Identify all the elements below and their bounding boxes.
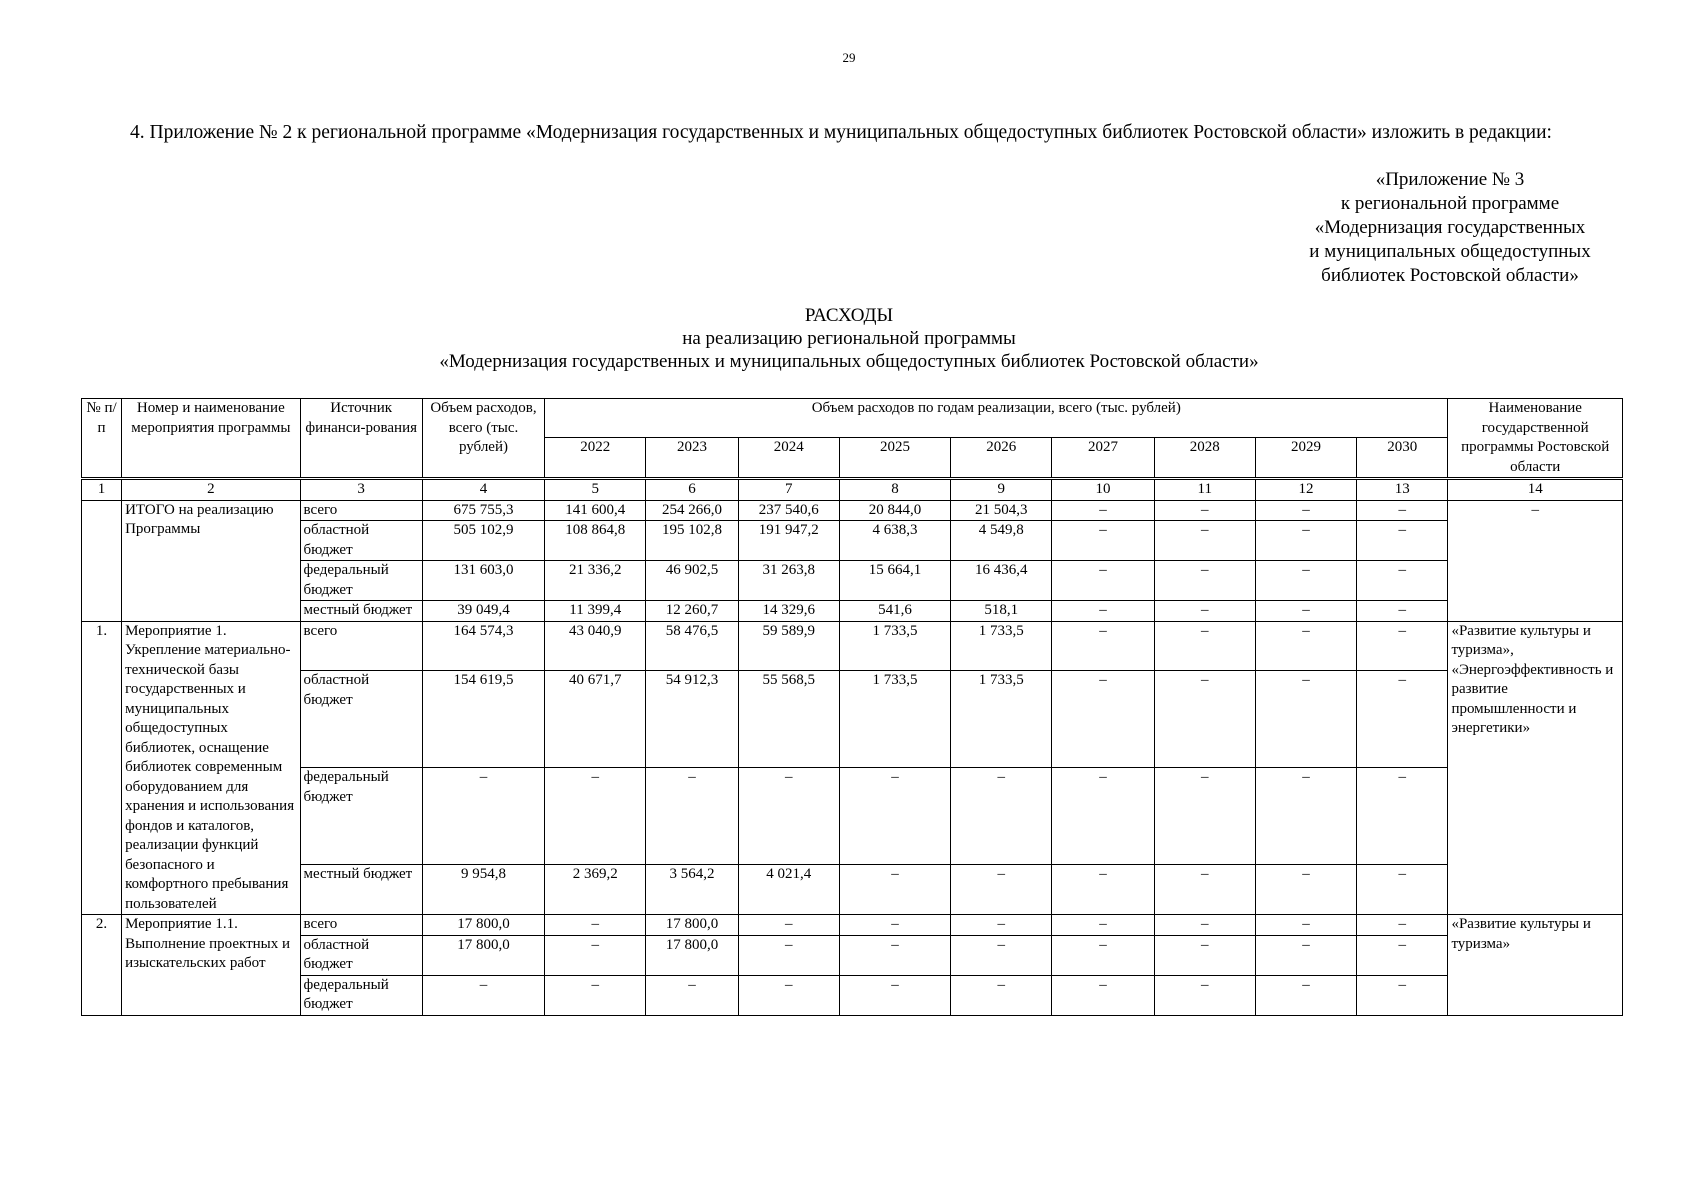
column-number: 12 xyxy=(1255,479,1356,501)
funding-source: областной бюджет xyxy=(300,671,422,768)
year-value: – xyxy=(1154,601,1255,622)
year-value: 21 504,3 xyxy=(951,500,1052,521)
year-value: – xyxy=(1154,915,1255,936)
year-value: 1 733,5 xyxy=(951,671,1052,768)
year-value: – xyxy=(1255,601,1356,622)
table-row xyxy=(82,621,1623,671)
year-value: 4 549,8 xyxy=(951,521,1052,561)
header-years-group: Объем расходов по годам реализации, всего (тыс. рублей) xyxy=(545,399,1448,438)
year-value: – xyxy=(1255,671,1356,768)
year-value: – xyxy=(1052,601,1154,622)
year-value: – xyxy=(1255,561,1356,601)
program-name: «Развитие культуры и туризма» xyxy=(1448,915,1623,1016)
year-value: – xyxy=(1357,671,1448,768)
year-value: 1 733,5 xyxy=(839,621,950,671)
funding-source: местный бюджет xyxy=(300,601,422,622)
header-year: 2027 xyxy=(1052,438,1154,479)
appendix-line: «Приложение № 3 xyxy=(1375,169,1525,190)
year-value: – xyxy=(738,935,839,975)
document-heading xyxy=(0,304,1698,373)
year-value: – xyxy=(1357,975,1448,1015)
table-body xyxy=(82,500,1623,1015)
year-value: – xyxy=(839,975,950,1015)
year-value: 4 021,4 xyxy=(738,865,839,915)
header-year: 2030 xyxy=(1357,438,1448,479)
year-value: – xyxy=(951,935,1052,975)
year-value: – xyxy=(646,975,738,1015)
total-value: 9 954,8 xyxy=(422,865,544,915)
year-value: – xyxy=(1255,935,1356,975)
page-number: 29 xyxy=(842,50,856,65)
year-value: 11 399,4 xyxy=(545,601,646,622)
header-year: 2029 xyxy=(1255,438,1356,479)
column-number: 13 xyxy=(1357,479,1448,501)
year-value: – xyxy=(1154,621,1255,671)
heading-program-name: «Модернизация государственных и муниципальных общедоступных библиотек Ростовской области» xyxy=(439,351,1259,372)
funding-source: федеральный бюджет xyxy=(300,561,422,601)
table-row xyxy=(82,915,1623,936)
year-value: 17 800,0 xyxy=(646,915,738,936)
year-value: 54 912,3 xyxy=(646,671,738,768)
year-value: – xyxy=(1357,865,1448,915)
table-row xyxy=(82,865,1623,915)
column-number: 2 xyxy=(122,479,300,501)
year-value: – xyxy=(1154,865,1255,915)
year-value: 141 600,4 xyxy=(545,500,646,521)
year-value: – xyxy=(1154,671,1255,768)
year-value: – xyxy=(738,768,839,865)
column-number: 6 xyxy=(646,479,738,501)
header-year: 2023 xyxy=(646,438,738,479)
year-value: 55 568,5 xyxy=(738,671,839,768)
row-number xyxy=(82,500,122,621)
year-value: – xyxy=(1255,500,1356,521)
header-name: Номер и наименование мероприятия программы xyxy=(122,399,300,479)
year-value: 254 266,0 xyxy=(646,500,738,521)
table-row xyxy=(82,975,1623,1015)
year-value: 31 263,8 xyxy=(738,561,839,601)
year-value: 1 733,5 xyxy=(839,671,950,768)
year-value: 20 844,0 xyxy=(839,500,950,521)
program-name: – xyxy=(1448,500,1623,621)
header-num: № п/п xyxy=(82,399,122,479)
column-number: 11 xyxy=(1154,479,1255,501)
year-value: – xyxy=(1052,768,1154,865)
year-value: – xyxy=(1052,561,1154,601)
column-number: 14 xyxy=(1448,479,1623,501)
year-value: – xyxy=(1154,975,1255,1015)
appendix-line: «Модернизация государственных xyxy=(1314,217,1586,238)
table-row xyxy=(82,561,1623,601)
measure-name: Мероприятие 1.1. Выполнение проектных и изыскательских работ xyxy=(122,915,300,1016)
total-value: 154 619,5 xyxy=(422,671,544,768)
row-number: 1. xyxy=(82,621,122,915)
heading-subtitle: на реализацию региональной программы xyxy=(682,328,1016,349)
year-value: – xyxy=(1357,768,1448,865)
year-value: – xyxy=(951,975,1052,1015)
total-value: 17 800,0 xyxy=(422,915,544,936)
total-value: 17 800,0 xyxy=(422,935,544,975)
year-value: – xyxy=(1052,935,1154,975)
funding-source: всего xyxy=(300,500,422,521)
year-value: – xyxy=(839,865,950,915)
year-value: – xyxy=(545,975,646,1015)
year-value: – xyxy=(545,935,646,975)
year-value: 191 947,2 xyxy=(738,521,839,561)
table-row xyxy=(82,671,1623,768)
year-value: – xyxy=(1052,621,1154,671)
measure-name: Мероприятие 1. Укрепление материально-технической базы государственных и муниципальных общедоступных библиотек, оснащение библиотек современным оборудованием для хранения и использования фондов и каталогов, реализации функций безопасного и комфортного пребывания пользователей xyxy=(122,621,300,915)
column-number: 7 xyxy=(738,479,839,501)
year-value: – xyxy=(1357,915,1448,936)
funding-source: областной бюджет xyxy=(300,935,422,975)
year-value: – xyxy=(1052,915,1154,936)
year-value: 14 329,6 xyxy=(738,601,839,622)
program-name: «Развитие культуры и туризма», «Энергоэффективность и развитие промышленности и энергетики» xyxy=(1448,621,1623,915)
header-year: 2026 xyxy=(951,438,1052,479)
year-value: 17 800,0 xyxy=(646,935,738,975)
funding-source: всего xyxy=(300,621,422,671)
year-value: 15 664,1 xyxy=(839,561,950,601)
year-value: 12 260,7 xyxy=(646,601,738,622)
year-value: – xyxy=(1357,621,1448,671)
header-program: Наименование государственной программы Ростовской области xyxy=(1448,399,1623,479)
year-value: – xyxy=(1255,768,1356,865)
year-value: – xyxy=(1357,561,1448,601)
year-value: – xyxy=(1052,521,1154,561)
header-year: 2025 xyxy=(839,438,950,479)
year-value: – xyxy=(951,865,1052,915)
funding-source: федеральный бюджет xyxy=(300,975,422,1015)
total-value: 505 102,9 xyxy=(422,521,544,561)
year-value: – xyxy=(1255,915,1356,936)
expenses-table xyxy=(81,398,1623,1016)
year-value: – xyxy=(1357,601,1448,622)
year-value: – xyxy=(545,915,646,936)
year-value: 2 369,2 xyxy=(545,865,646,915)
heading-title: РАСХОДЫ xyxy=(804,305,894,326)
appendix-line: к региональной программе xyxy=(1340,193,1560,214)
year-value: – xyxy=(951,768,1052,865)
column-number: 10 xyxy=(1052,479,1154,501)
year-value: 40 671,7 xyxy=(545,671,646,768)
row-number: 2. xyxy=(82,915,122,1016)
year-value: – xyxy=(545,768,646,865)
column-number: 9 xyxy=(951,479,1052,501)
year-value: – xyxy=(1357,521,1448,561)
year-value: – xyxy=(1052,500,1154,521)
year-value: 237 540,6 xyxy=(738,500,839,521)
year-value: – xyxy=(1154,500,1255,521)
year-value: 195 102,8 xyxy=(646,521,738,561)
year-value: 46 902,5 xyxy=(646,561,738,601)
year-value: – xyxy=(839,915,950,936)
funding-source: федеральный бюджет xyxy=(300,768,422,865)
year-value: – xyxy=(839,768,950,865)
year-value: – xyxy=(1052,865,1154,915)
header-year: 2024 xyxy=(738,438,839,479)
year-value: – xyxy=(951,915,1052,936)
measure-name: ИТОГО на реализацию Программы xyxy=(122,500,300,621)
total-value: – xyxy=(422,768,544,865)
year-value: – xyxy=(1052,671,1154,768)
year-value: – xyxy=(1154,935,1255,975)
funding-source: местный бюджет xyxy=(300,865,422,915)
total-value: – xyxy=(422,975,544,1015)
funding-source: областной бюджет xyxy=(300,521,422,561)
year-value: 58 476,5 xyxy=(646,621,738,671)
total-value: 164 574,3 xyxy=(422,621,544,671)
appendix-reference xyxy=(1300,168,1600,288)
column-number: 5 xyxy=(545,479,646,501)
year-value: – xyxy=(1255,621,1356,671)
year-value: – xyxy=(738,915,839,936)
year-value: 1 733,5 xyxy=(951,621,1052,671)
year-value: 518,1 xyxy=(951,601,1052,622)
year-value: – xyxy=(738,975,839,1015)
year-value: – xyxy=(1052,975,1154,1015)
year-value: 43 040,9 xyxy=(545,621,646,671)
table-header xyxy=(82,399,1623,501)
header-source: Источник финанси-рования xyxy=(300,399,422,479)
table-row xyxy=(82,601,1623,622)
year-value: 3 564,2 xyxy=(646,865,738,915)
column-number: 1 xyxy=(82,479,122,501)
year-value: 16 436,4 xyxy=(951,561,1052,601)
header-year: 2028 xyxy=(1154,438,1255,479)
year-value: – xyxy=(646,768,738,865)
year-value: – xyxy=(839,935,950,975)
table-row xyxy=(82,500,1623,521)
column-number: 3 xyxy=(300,479,422,501)
header-total: Объем расходов, всего (тыс. рублей) xyxy=(422,399,544,479)
table-row xyxy=(82,768,1623,865)
appendix-line: и муниципальных общедоступных xyxy=(1309,241,1591,262)
year-value: – xyxy=(1255,865,1356,915)
funding-source: всего xyxy=(300,915,422,936)
header-year: 2022 xyxy=(545,438,646,479)
column-number: 4 xyxy=(422,479,544,501)
year-value: – xyxy=(1154,768,1255,865)
intro-paragraph: 4. Приложение № 2 к региональной программе «Модернизация государственных и муниципальных общедоступных библиотек Ростовской области» изложить в редакции: xyxy=(130,122,1552,143)
table-row xyxy=(82,521,1623,561)
year-value: – xyxy=(1255,521,1356,561)
year-value: – xyxy=(1357,935,1448,975)
year-value: 4 638,3 xyxy=(839,521,950,561)
year-value: – xyxy=(1154,521,1255,561)
year-value: 59 589,9 xyxy=(738,621,839,671)
total-value: 39 049,4 xyxy=(422,601,544,622)
year-value: – xyxy=(1357,500,1448,521)
year-value: 541,6 xyxy=(839,601,950,622)
year-value: 21 336,2 xyxy=(545,561,646,601)
year-value: – xyxy=(1255,975,1356,1015)
table-row xyxy=(82,935,1623,975)
year-value: 108 864,8 xyxy=(545,521,646,561)
appendix-line: библиотек Ростовской области» xyxy=(1321,265,1579,286)
column-number: 8 xyxy=(839,479,950,501)
total-value: 675 755,3 xyxy=(422,500,544,521)
total-value: 131 603,0 xyxy=(422,561,544,601)
year-value: – xyxy=(1154,561,1255,601)
